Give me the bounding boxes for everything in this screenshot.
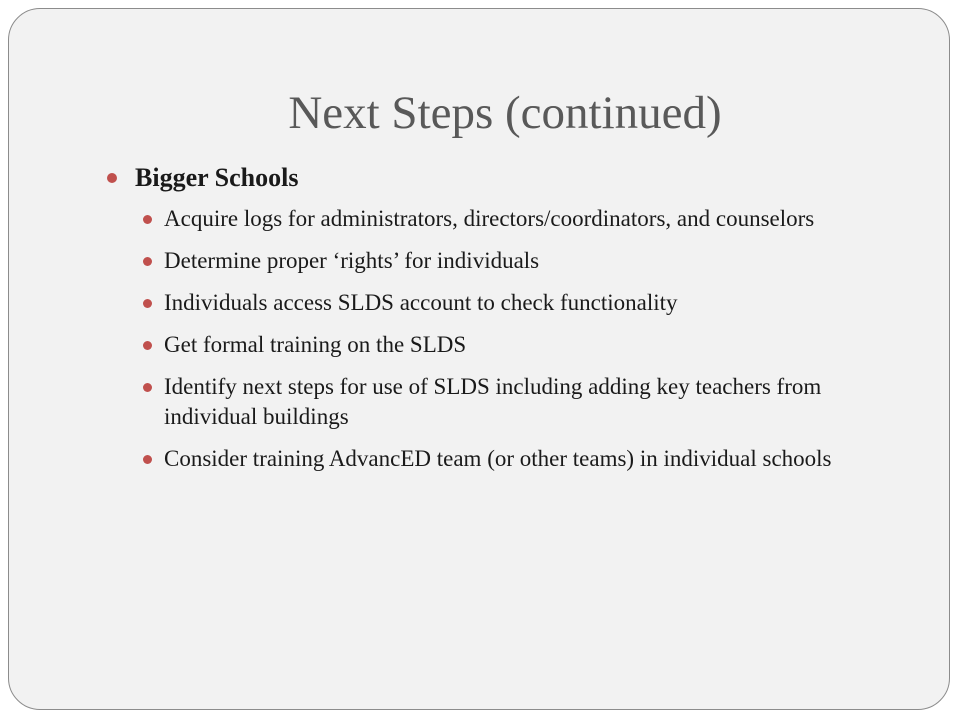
bullet-icon — [107, 173, 117, 183]
bullet-list — [102, 204, 892, 474]
bullet-icon — [143, 215, 152, 224]
list-item-text: Individuals access SLDS account to check functionality — [164, 290, 678, 315]
section-heading-item — [102, 158, 892, 198]
list-item — [102, 246, 892, 276]
list-item-text: Identify next steps for use of SLDS including adding key teachers from individual buildings — [164, 374, 822, 429]
slide-content — [102, 158, 892, 486]
list-item — [102, 330, 892, 360]
list-item — [102, 372, 892, 432]
list-item-text: Get formal training on the SLDS — [164, 332, 467, 357]
bullet-icon — [143, 455, 152, 464]
bullet-icon — [143, 257, 152, 266]
list-item — [102, 444, 892, 474]
list-item-text: Determine proper ‘rights’ for individuals — [164, 248, 540, 273]
list-item-text: Consider training AdvancED team (or other teams) in individual schools — [164, 446, 832, 471]
list-item — [102, 288, 892, 318]
list-item — [102, 204, 892, 234]
list-item-text: Acquire logs for administrators, directors/coordinators, and counselors — [164, 206, 815, 231]
bullet-icon — [143, 341, 152, 350]
section-heading: Bigger Schools — [135, 163, 299, 192]
bullet-icon — [143, 299, 152, 308]
bullet-icon — [143, 383, 152, 392]
slide-title: Next Steps (continued) — [288, 87, 722, 139]
